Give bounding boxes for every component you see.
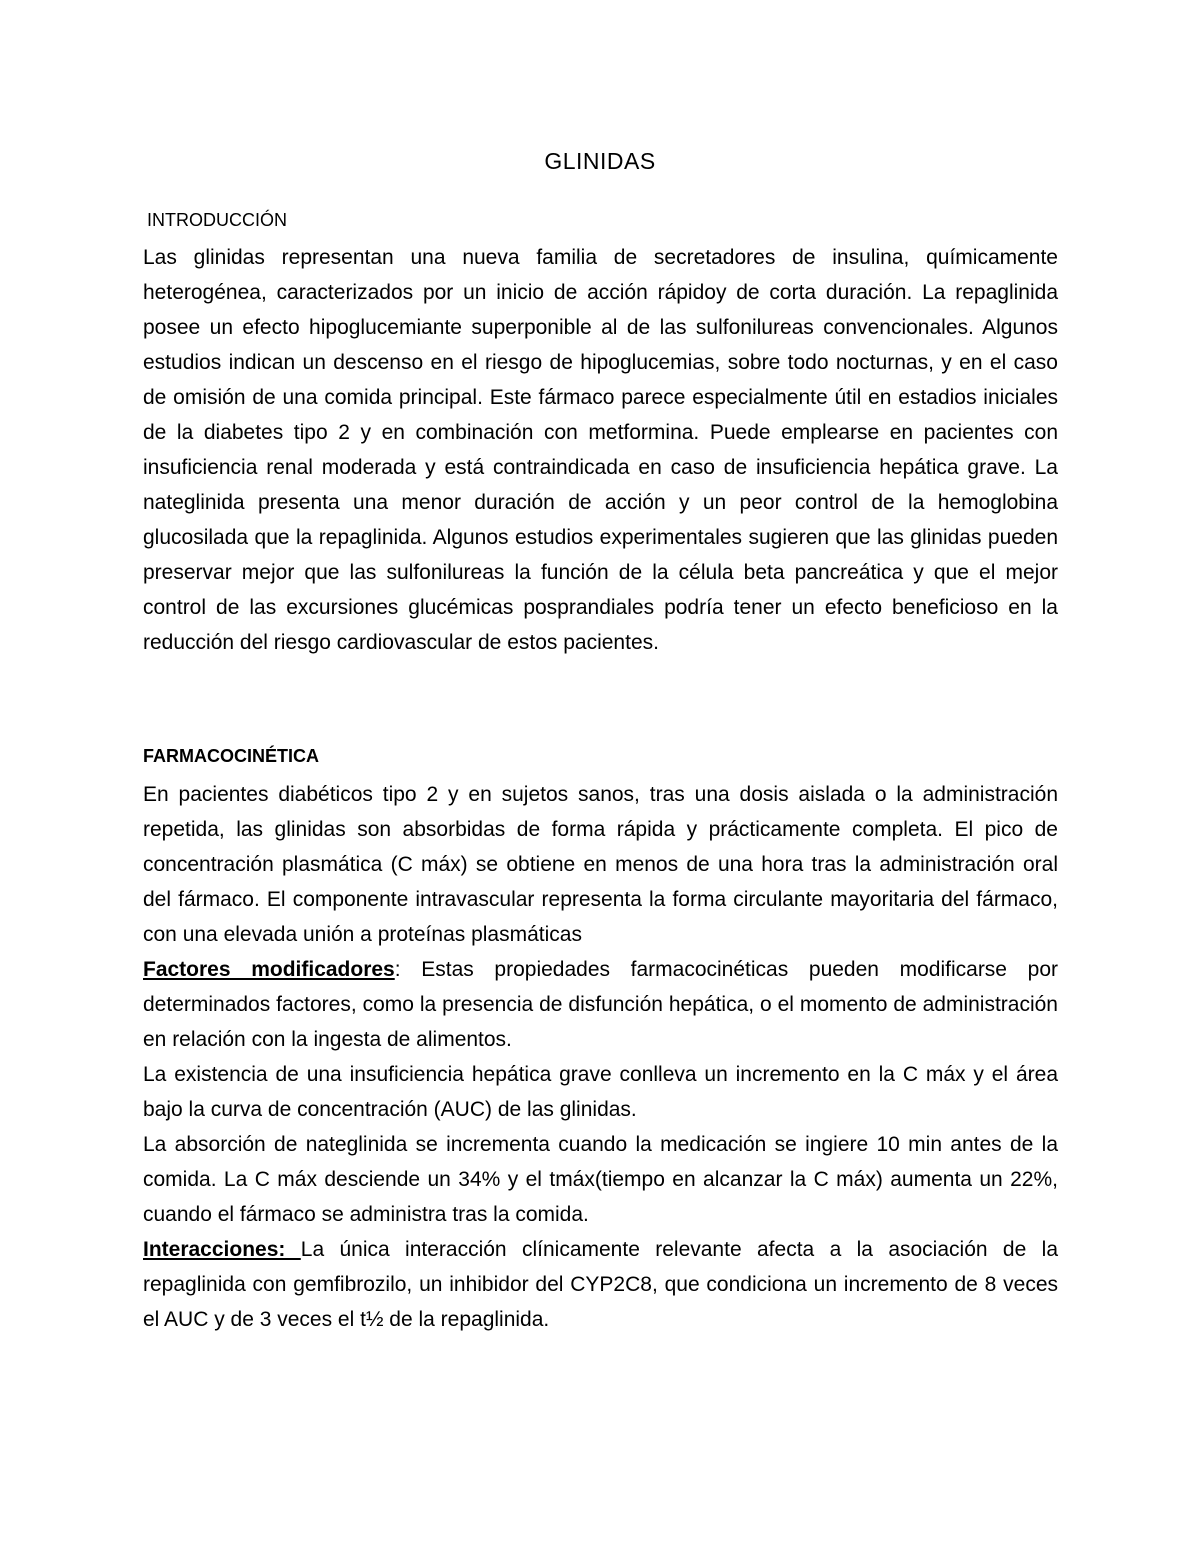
farmacocinetica-paragraph-2: La existencia de una insuficiencia hepática grave conlleva un incremento en la C máx y el área bajo la curva de concentración (AUC) de las glinidas. — [143, 1063, 1058, 1121]
farmacocinetica-body — [143, 777, 1058, 1337]
interacciones-paragraph — [143, 1232, 1058, 1337]
factores-paragraph — [143, 952, 1058, 1057]
farmacocinetica-paragraph-3: La absorción de nateglinida se incrementa cuando la medicación se ingiere 10 min antes de la comida. La C máx desciende un 34% y el tmáx(tiempo en alcanzar la C máx) aumenta un 22%, cuando el fármaco se administra tras la comida. — [143, 1133, 1058, 1226]
document-title: GLINIDAS — [544, 148, 656, 174]
farmacocinetica-heading: FARMACOCINÉTICA — [143, 746, 319, 766]
interacciones-text: La única interacción clínicamente relevante afecta a la asociación de la repaglinida con gemfibrozilo, un inhibidor del CYP2C8, que condiciona un incremento de 8 veces el AUC y de 3 veces el t½ de la repaglinida. — [143, 1238, 1058, 1331]
intro-text: Las glinidas representan una nueva familia de secretadores de insulina, químicamente heterogénea, caracterizados por un inicio de acción rápidoy de corta duración. La repaglinida posee un efecto hipoglucemiante superponible al de las sulfonilureas convencionales. Algunos estudios indican un descenso en el riesgo de hipoglucemias, sobre todo nocturnas, y en el caso de omisión de una comida principal. Este fármaco parece especialmente útil en estadios iniciales de la diabetes tipo 2 y en combinación con metformina. Puede emplearse en pacientes con insuficiencia renal moderada y está contraindicada en caso de insuficiencia hepática grave. La nateglinida presenta una menor duración de acción y un peor control de la hemoglobina glucosilada que la repaglinida. Algunos estudios experimentales sugieren que las glinidas pueden preservar mejor que las sulfonilureas la función de la célula beta pancreática y que el mejor control de las excursiones glucémicas posprandiales podría tener un efecto beneficioso en la reducción del riesgo cardiovascular de estos pacientes. — [143, 246, 1058, 654]
intro-heading: INTRODUCCIÓN — [147, 210, 287, 230]
factores-text: : Estas propiedades farmacocinéticas pueden modificarse por determinados factores, como la presencia de disfunción hepática, o el momento de administración en relación con la ingesta de alimentos. — [143, 958, 1059, 1051]
farmacocinetica-paragraph-1: En pacientes diabéticos tipo 2 y en sujetos sanos, tras una dosis aislada o la administración repetida, las glinidas son absorbidas de forma rápida y prácticamente completa. El pico de concentración plasmática (C máx) se obtiene en menos de una hora tras la administración oral del fármaco. El componente intravascular representa la forma circulante mayoritaria del fármaco, con una elevada unión a proteínas plasmáticas — [143, 783, 1058, 946]
factores-label: Factores modificadores — [143, 958, 395, 981]
interacciones-label: Interacciones: — [143, 1238, 301, 1261]
intro-paragraph — [143, 240, 1058, 660]
